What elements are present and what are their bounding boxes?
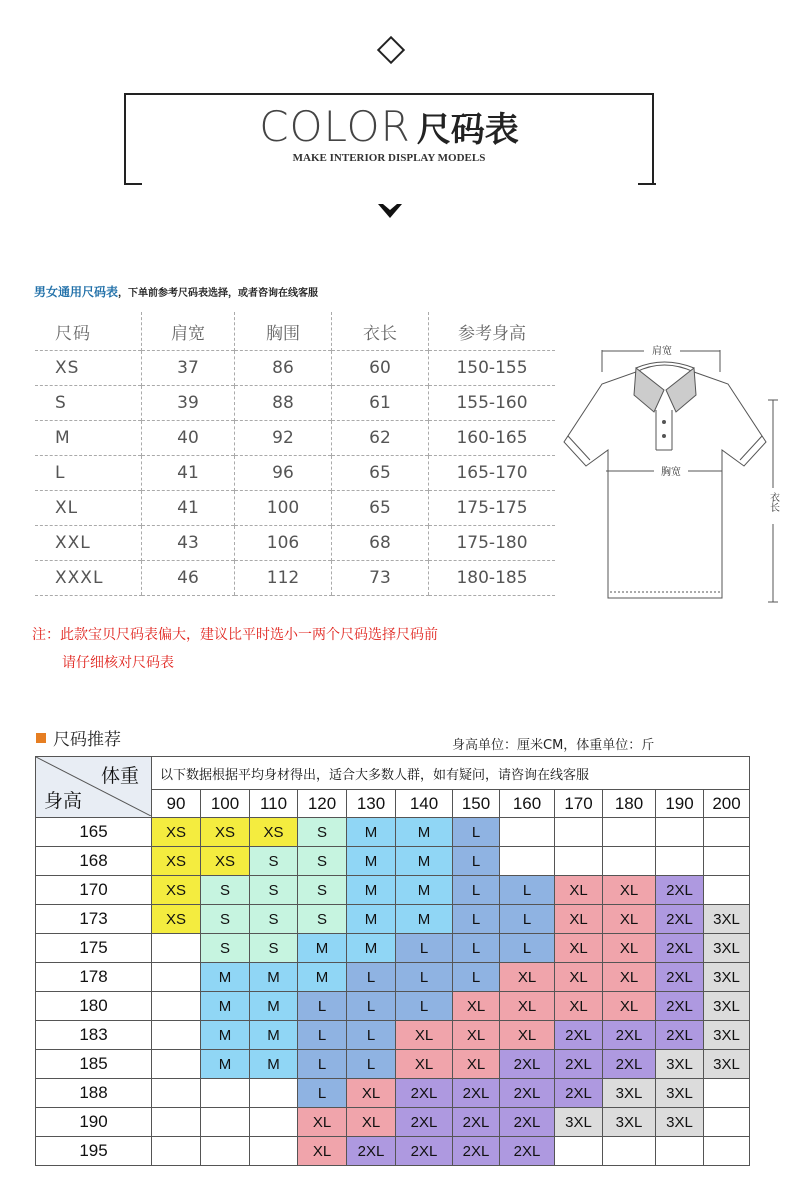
table-row	[36, 905, 750, 934]
size-cell	[656, 818, 704, 847]
size-cell: S	[298, 818, 347, 847]
size-cell: S	[298, 905, 347, 934]
size-cell: 2XL	[453, 1079, 500, 1108]
size-cell	[704, 876, 750, 905]
size-cell: M	[396, 876, 453, 905]
size-cell	[555, 1137, 603, 1166]
recommend-units: 身高单位：厘米CM，体重单位：斤	[452, 738, 655, 753]
size-cell	[152, 992, 201, 1021]
weight-header: 190	[656, 790, 704, 818]
size-cell: L	[453, 818, 500, 847]
size-cell: 2XL	[396, 1079, 453, 1108]
table-row	[36, 1050, 750, 1079]
size-cell: L	[453, 934, 500, 963]
size-cell: L	[453, 847, 500, 876]
size-cell: 3XL	[656, 1079, 704, 1108]
size-cell: XL	[555, 992, 603, 1021]
size-cell	[201, 1137, 250, 1166]
size-cell: XL	[500, 963, 555, 992]
size-cell: M	[347, 847, 396, 876]
size-cell	[704, 1137, 750, 1166]
size-cell: XL	[603, 992, 656, 1021]
size-cell: L	[347, 1050, 396, 1079]
size-cell: L	[298, 1021, 347, 1050]
size-cell: 2XL	[396, 1108, 453, 1137]
size-cell	[704, 1079, 750, 1108]
size-cell: XL	[453, 992, 500, 1021]
height-cell: 188	[36, 1079, 152, 1108]
weight-header: 130	[347, 790, 396, 818]
size-cell: XL	[396, 1021, 453, 1050]
size-cell: S	[250, 934, 298, 963]
recommend-title: 尺码推荐	[53, 730, 121, 750]
size-cell: 3XL	[603, 1079, 656, 1108]
recommend-table	[35, 756, 750, 1166]
table-row	[36, 876, 750, 905]
size-cell: 2XL	[500, 1050, 555, 1079]
size-heading-note: ，下单前参考尺码表选择，或者咨询在线客服	[118, 288, 319, 299]
size-cell: M	[250, 963, 298, 992]
size-table	[35, 312, 555, 596]
size-cell: 2XL	[500, 1079, 555, 1108]
size-cell: XL	[453, 1050, 500, 1079]
table-row: XS 37 86 60 150-155	[35, 351, 555, 386]
size-cell	[656, 847, 704, 876]
size-cell: XL	[298, 1108, 347, 1137]
size-cell	[152, 1021, 201, 1050]
size-cell: S	[201, 876, 250, 905]
col-header: 胸围	[235, 312, 332, 351]
size-cell	[250, 1137, 298, 1166]
table-row	[36, 818, 750, 847]
size-cell	[603, 818, 656, 847]
size-cell: 2XL	[656, 1021, 704, 1050]
size-cell: 3XL	[603, 1108, 656, 1137]
size-cell	[201, 1108, 250, 1137]
size-table-header	[35, 312, 555, 351]
height-cell: 170	[36, 876, 152, 905]
size-cell: L	[347, 963, 396, 992]
size-cell: 3XL	[704, 1021, 750, 1050]
height-cell: 195	[36, 1137, 152, 1166]
size-cell: M	[250, 1050, 298, 1079]
table-row	[36, 1137, 750, 1166]
size-cell: 2XL	[603, 1050, 656, 1079]
size-cell: S	[201, 934, 250, 963]
size-cell: XL	[347, 1079, 396, 1108]
height-cell: 178	[36, 963, 152, 992]
size-cell: 2XL	[500, 1137, 555, 1166]
table-row	[36, 1021, 750, 1050]
size-cell: XS	[201, 818, 250, 847]
height-cell: 190	[36, 1108, 152, 1137]
table-row: XXL 43 106 68 175-180	[35, 526, 555, 561]
length-label: 衣长	[767, 492, 779, 512]
weight-header: 100	[201, 790, 250, 818]
height-cell: 185	[36, 1050, 152, 1079]
size-cell: L	[396, 963, 453, 992]
size-cell: S	[250, 847, 298, 876]
size-cell	[152, 934, 201, 963]
size-cell	[704, 847, 750, 876]
size-cell: 2XL	[453, 1137, 500, 1166]
size-cell	[201, 1079, 250, 1108]
section-marker	[36, 733, 46, 743]
col-header: 尺码	[55, 323, 91, 344]
height-cell: 165	[36, 818, 152, 847]
size-cell: L	[347, 1021, 396, 1050]
table-row: M 40 92 62 160-165	[35, 421, 555, 456]
size-cell	[500, 818, 555, 847]
size-cell: 2XL	[656, 876, 704, 905]
size-cell	[250, 1079, 298, 1108]
size-cell: M	[201, 992, 250, 1021]
height-cell: 175	[36, 934, 152, 963]
size-cell: 3XL	[555, 1108, 603, 1137]
weight-header: 120	[298, 790, 347, 818]
size-cell: XL	[555, 905, 603, 934]
size-cell: XL	[603, 905, 656, 934]
size-cell: M	[298, 963, 347, 992]
title-en: COLOR	[259, 102, 411, 151]
size-cell: XL	[555, 876, 603, 905]
size-cell	[152, 1137, 201, 1166]
size-cell: 3XL	[704, 963, 750, 992]
size-cell: 2XL	[500, 1108, 555, 1137]
size-cell: M	[396, 847, 453, 876]
size-cell: 2XL	[603, 1021, 656, 1050]
weight-header: 200	[704, 790, 750, 818]
size-cell: XL	[453, 1021, 500, 1050]
note-line-1: 注：此款宝贝尺码表偏大，建议比平时选小一两个尺码选择尺码前	[32, 627, 438, 643]
size-cell: 3XL	[656, 1050, 704, 1079]
title-cn: 尺码表	[416, 110, 519, 150]
size-cell: XS	[152, 847, 201, 876]
size-cell: XL	[603, 963, 656, 992]
note-line-2: 请仔细核对尺码表	[62, 655, 174, 671]
size-cell: XL	[603, 876, 656, 905]
size-cell: XS	[250, 818, 298, 847]
size-cell: XL	[298, 1137, 347, 1166]
height-cell: 168	[36, 847, 152, 876]
size-cell: M	[201, 963, 250, 992]
size-cell: 3XL	[656, 1108, 704, 1137]
col-header: 衣长	[332, 312, 429, 351]
size-cell: L	[298, 992, 347, 1021]
size-cell: 3XL	[704, 1050, 750, 1079]
size-cell: XL	[347, 1108, 396, 1137]
size-cell: L	[500, 876, 555, 905]
size-cell: M	[347, 934, 396, 963]
page-title	[124, 103, 654, 154]
size-cell: L	[396, 934, 453, 963]
size-cell: 2XL	[656, 934, 704, 963]
size-cell: M	[347, 905, 396, 934]
height-cell: 183	[36, 1021, 152, 1050]
size-cell: S	[298, 847, 347, 876]
size-cell: 2XL	[555, 1050, 603, 1079]
size-cell: 2XL	[656, 992, 704, 1021]
weight-header: 150	[453, 790, 500, 818]
size-cell: S	[298, 876, 347, 905]
size-cell	[603, 1137, 656, 1166]
size-cell: L	[453, 905, 500, 934]
chest-label: 胸宽	[661, 467, 681, 478]
diamond-icon	[377, 36, 405, 64]
size-cell: L	[298, 1050, 347, 1079]
size-cell: 2XL	[453, 1108, 500, 1137]
size-cell	[500, 847, 555, 876]
size-cell: 3XL	[704, 905, 750, 934]
size-cell: M	[347, 876, 396, 905]
size-cell: M	[298, 934, 347, 963]
size-cell: L	[396, 992, 453, 1021]
table-row	[36, 847, 750, 876]
size-cell	[704, 818, 750, 847]
size-cell: L	[453, 876, 500, 905]
size-cell: L	[500, 905, 555, 934]
size-cell: XL	[603, 934, 656, 963]
table-row	[36, 992, 750, 1021]
size-cell: XL	[555, 934, 603, 963]
corner-height-label: 身高	[44, 791, 83, 812]
weight-header: 110	[250, 790, 298, 818]
table-row	[36, 934, 750, 963]
size-cell	[152, 1108, 201, 1137]
size-cell	[656, 1137, 704, 1166]
size-cell: 2XL	[555, 1021, 603, 1050]
size-cell: 2XL	[555, 1079, 603, 1108]
table-row: L 41 96 65 165-170	[35, 456, 555, 491]
table-row	[36, 1108, 750, 1137]
size-heading-label: 男女通用尺码表	[34, 285, 119, 299]
size-cell	[704, 1108, 750, 1137]
size-cell	[152, 963, 201, 992]
size-cell: XS	[152, 905, 201, 934]
size-cell: 2XL	[347, 1137, 396, 1166]
size-cell: 3XL	[704, 934, 750, 963]
frame-corner-right	[638, 183, 656, 185]
size-cell: M	[250, 992, 298, 1021]
shirt-diagram	[556, 340, 786, 610]
height-cell: 180	[36, 992, 152, 1021]
size-cell: XL	[500, 1021, 555, 1050]
height-cell: 173	[36, 905, 152, 934]
size-cell: L	[500, 934, 555, 963]
size-cell: XL	[555, 963, 603, 992]
corner-weight-label: 体重	[100, 766, 139, 787]
table-row	[36, 963, 750, 992]
size-cell: 2XL	[396, 1137, 453, 1166]
size-cell	[152, 1079, 201, 1108]
size-cell: XL	[396, 1050, 453, 1079]
size-cell	[603, 847, 656, 876]
size-cell: M	[347, 818, 396, 847]
shoulder-label: 肩宽	[652, 346, 672, 357]
size-cell: XS	[152, 818, 201, 847]
table-row: S 39 88 61 155-160	[35, 386, 555, 421]
weight-header: 140	[396, 790, 453, 818]
size-cell: M	[201, 1050, 250, 1079]
size-cell: 2XL	[656, 963, 704, 992]
table-row: XL 41 100 65 175-175	[35, 491, 555, 526]
size-cell: M	[201, 1021, 250, 1050]
size-cell: M	[396, 818, 453, 847]
recommend-description: 以下数据根据平均身材得出，适合大多数人群，如有疑问，请咨询在线客服	[152, 757, 750, 790]
size-cell: L	[453, 963, 500, 992]
size-cell	[250, 1108, 298, 1137]
size-section-heading	[34, 283, 318, 300]
size-cell: S	[250, 876, 298, 905]
size-cell	[555, 818, 603, 847]
frame-corner-left	[124, 183, 142, 185]
size-cell: 2XL	[656, 905, 704, 934]
size-cell	[152, 1050, 201, 1079]
col-header: 肩宽	[142, 312, 235, 351]
size-cell	[555, 847, 603, 876]
size-cell: XS	[152, 876, 201, 905]
size-cell: XS	[201, 847, 250, 876]
size-cell: S	[201, 905, 250, 934]
weight-header: 90	[152, 790, 201, 818]
table-row	[36, 1079, 750, 1108]
weight-header: 160	[500, 790, 555, 818]
size-cell: L	[298, 1079, 347, 1108]
size-cell: XL	[500, 992, 555, 1021]
size-cell: 3XL	[704, 992, 750, 1021]
table-corner	[36, 757, 152, 818]
table-row: XXXL 46 112 73 180-185	[35, 561, 555, 596]
weight-header: 180	[603, 790, 656, 818]
weight-header: 170	[555, 790, 603, 818]
size-cell: S	[250, 905, 298, 934]
size-cell: M	[396, 905, 453, 934]
size-cell: L	[347, 992, 396, 1021]
col-header: 参考身高	[429, 312, 556, 351]
page-subtitle: MAKE INTERIOR DISPLAY MODELS	[292, 152, 486, 164]
size-cell: M	[250, 1021, 298, 1050]
